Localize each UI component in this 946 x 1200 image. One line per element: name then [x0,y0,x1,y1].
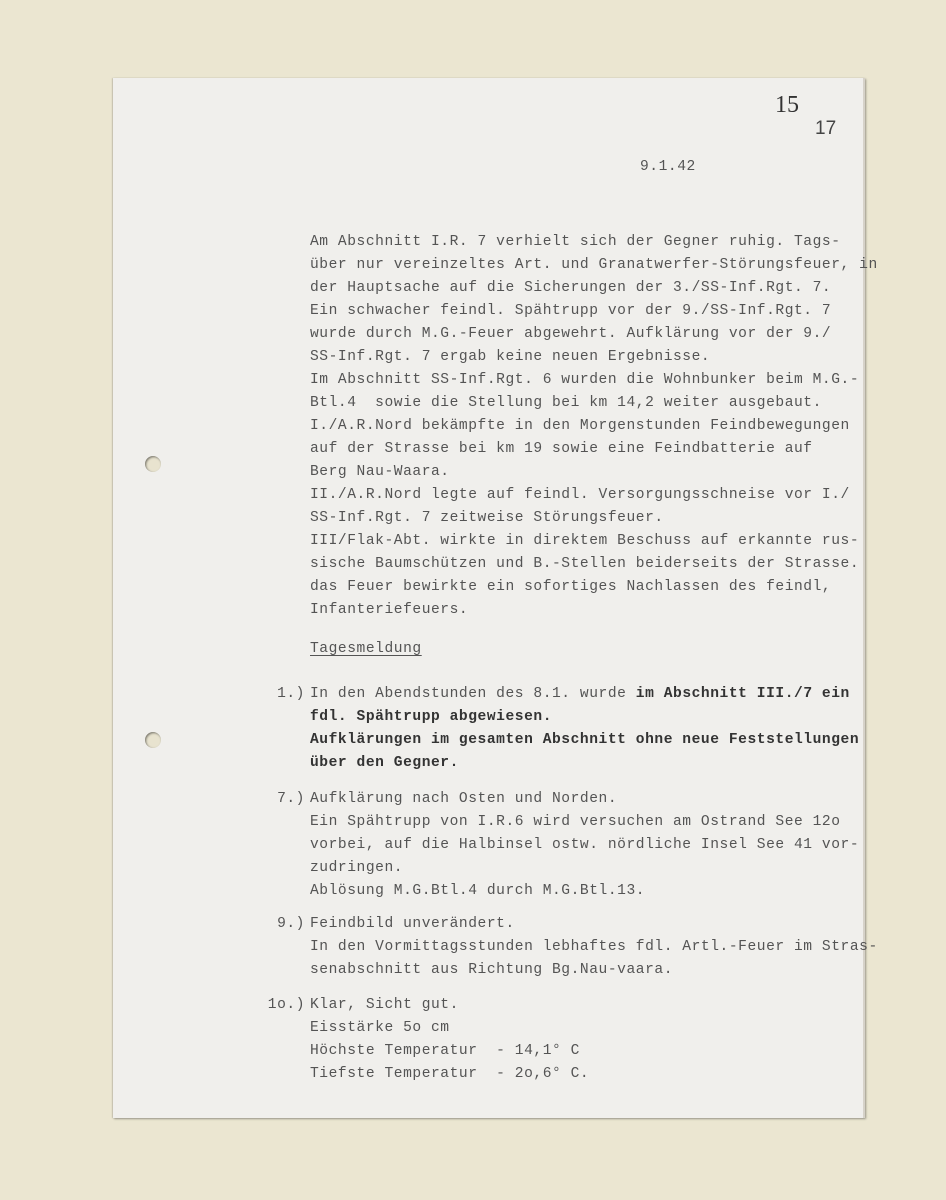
report-line: II./A.R.Nord legte auf feindl. Versorgungsschneise vor I./ [310,487,850,503]
item-line: fdl. Spähtrupp abgewiesen. [310,709,552,725]
report-line: III/Flak-Abt. wirkte in direktem Beschuss auf erkannte rus- [310,533,860,549]
item-line: zudringen. [310,860,404,876]
item-line: In den Abendstunden des 8.1. wurde im Abschnitt III./7 ein [310,686,850,702]
report-line: Ein schwacher feindl. Spähtrupp vor der 9./SS-Inf.Rgt. 7 [310,303,832,319]
report-line: SS-Inf.Rgt. 7 zeitweise Störungsfeuer. [310,510,664,526]
item-line: über den Gegner. [310,755,459,771]
page-number-stamp: 15 [775,92,799,118]
page-number-pencil: 17 [815,118,837,139]
report-line: I./A.R.Nord bekämpfte in den Morgenstunden Feindbewegungen [310,418,850,434]
item-line: In den Vormittagsstunden lebhaftes fdl. Artl.-Feuer im Stras- [310,939,878,955]
item-line: Eisstärke 5o cm [310,1020,450,1036]
item-number: 1o.) [267,997,305,1013]
item-number: 7.) [277,791,305,807]
item-number: 1.) [277,686,305,702]
report-line: Berg Nau-Waara. [310,464,450,480]
report-line: Infanteriefeuers. [310,602,469,618]
item-line: senabschnitt aus Richtung Bg.Nau-vaara. [310,962,673,978]
item-line: Tiefste Temperatur - 2o,6° C. [310,1066,590,1082]
report-line: über nur vereinzeltes Art. und Granatwerfer-Störungsfeuer, in [310,257,878,273]
report-line: das Feuer bewirkte ein sofortiges Nachlassen des feindl, [310,579,832,595]
item-line: vorbei, auf die Halbinsel ostw. nördliche Insel See 41 vor- [310,837,860,853]
report-line: der Hauptsache auf die Sicherungen der 3./SS-Inf.Rgt. 7. [310,280,832,296]
report-line: wurde durch M.G.-Feuer abgewehrt. Aufklärung vor der 9./ [310,326,832,342]
report-line: Btl.4 sowie die Stellung bei km 14,2 weiter ausgebaut. [310,395,822,411]
item-number: 9.) [277,916,305,932]
punch-hole-top [145,456,161,472]
report-line: sische Baumschützen und B.-Stellen beiderseits der Strasse. [310,556,860,572]
section-heading: Tagesmeldung [310,641,422,657]
report-line: SS-Inf.Rgt. 7 ergab keine neuen Ergebnisse. [310,349,711,365]
item-line: Ein Spähtrupp von I.R.6 wird versuchen am Ostrand See 12o [310,814,841,830]
item-line: Höchste Temperatur - 14,1° C [310,1043,580,1059]
item-line: Ablösung M.G.Btl.4 durch M.G.Btl.13. [310,883,646,899]
item-line: Aufklärungen im gesamten Abschnitt ohne neue Feststellungen [310,732,860,748]
item-line: Aufklärung nach Osten und Norden. [310,791,618,807]
report-line: Im Abschnitt SS-Inf.Rgt. 6 wurden die Wohnbunker beim M.G.- [310,372,860,388]
report-line: auf der Strasse bei km 19 sowie eine Feindbatterie auf [310,441,813,457]
report-date: 9.1.42 [640,159,696,175]
item-line: Feindbild unverändert. [310,916,515,932]
punch-hole-bottom [145,732,161,748]
report-line: Am Abschnitt I.R. 7 verhielt sich der Gegner ruhig. Tags- [310,234,841,250]
item-line: Klar, Sicht gut. [310,997,459,1013]
